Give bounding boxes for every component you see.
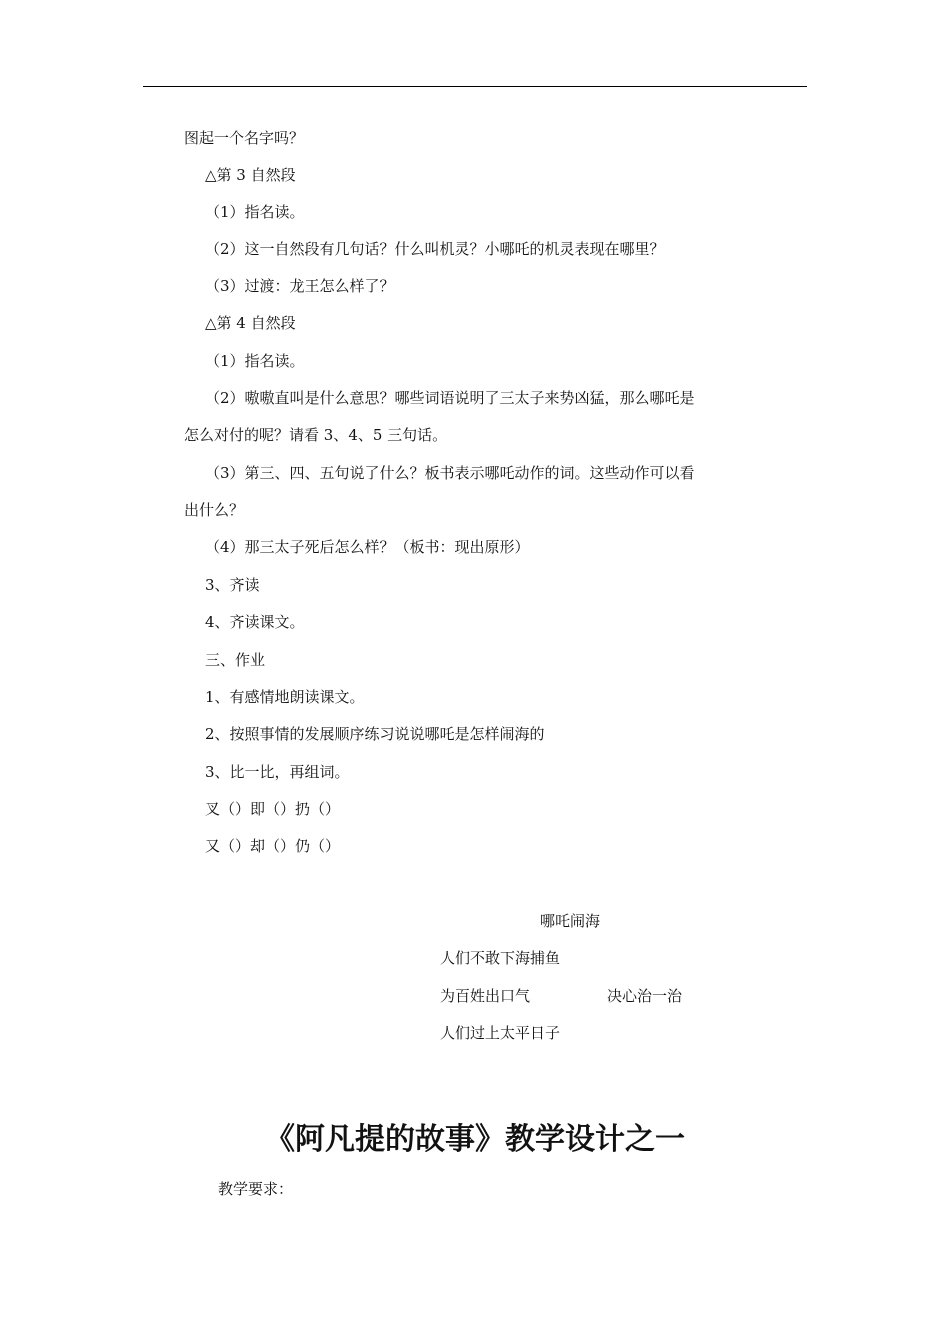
blackboard-title: 哪吒闹海	[540, 912, 601, 930]
header-rule	[143, 86, 807, 87]
text-line: （2）嗷嗷直叫是什么意思？哪些词语说明了三太子来势凶猛，那么哪吒是	[205, 389, 695, 407]
text-line: 4、齐读课文。	[205, 613, 305, 631]
section-title: 《阿凡提的故事》教学设计之一	[265, 1122, 685, 1157]
blackboard-line: 为百姓出口气	[440, 987, 531, 1005]
section-subheading: 教学要求：	[218, 1180, 294, 1198]
text-line: 1、有感情地朗读课文。	[205, 688, 365, 706]
blackboard-line: 人们不敢下海捕鱼	[440, 949, 561, 967]
text-line: △第 3 自然段	[205, 166, 296, 184]
blackboard-line: 决心治一治	[607, 987, 683, 1005]
text-line: 怎么对付的呢？请看 3、4、5 三句话。	[184, 426, 448, 444]
text-line: 图起一个名字吗？	[184, 129, 305, 147]
text-line: （3）第三、四、五句说了什么？板书表示哪吒动作的词。这些动作可以看	[205, 464, 695, 482]
text-line: （3）过渡：龙王怎么样了？	[205, 277, 395, 295]
text-line: 3、齐读	[205, 576, 260, 594]
text-line: （2）这一自然段有几句话？什么叫机灵？小哪吒的机灵表现在哪里？	[205, 240, 665, 258]
text-line: （1）指名读。	[205, 352, 305, 370]
text-line: 3、比一比，再组词。	[205, 763, 350, 781]
blackboard-line: 人们过上太平日子	[440, 1024, 561, 1042]
text-line: △第 4 自然段	[205, 314, 296, 332]
text-line: 出什么？	[184, 501, 245, 519]
text-line: （4）那三太子死后怎么样？（板书：现出原形）	[205, 538, 530, 556]
text-line: 三、作业	[205, 651, 266, 669]
text-line: （1）指名读。	[205, 203, 305, 221]
text-line: 2、按照事情的发展顺序练习说说哪吒是怎样闹海的	[205, 725, 545, 743]
text-line: 又（）却（）仍（）	[205, 837, 341, 855]
text-line: 叉（）即（）扔（）	[205, 800, 341, 818]
